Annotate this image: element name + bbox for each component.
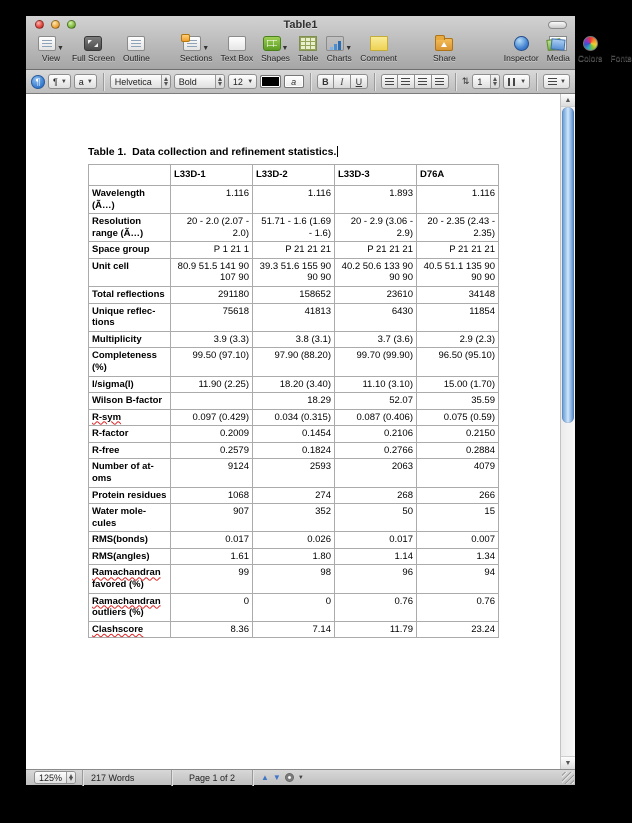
- row-label-text: Wavelength (Ã…): [92, 188, 145, 211]
- font-style-select[interactable]: [174, 74, 225, 89]
- font-style-value: Bold: [178, 76, 197, 87]
- table-cell[interactable]: 0.76: [335, 593, 417, 621]
- table-cell[interactable]: 1.34: [417, 548, 499, 565]
- misspelled-word: Clashscore: [92, 623, 144, 635]
- close-button[interactable]: [35, 20, 44, 29]
- highlight-mark: a: [291, 76, 297, 87]
- table-row: [89, 287, 499, 304]
- table-cell[interactable]: 3.8 (3.1): [253, 331, 335, 348]
- table-cell[interactable]: 99.70 (99.90): [335, 348, 417, 376]
- toolbar-button-fonts[interactable]: [610, 34, 631, 63]
- toolbar-button-share[interactable]: [433, 34, 456, 63]
- column-header[interactable]: L33D-3: [335, 165, 417, 186]
- table-cell[interactable]: [171, 393, 253, 410]
- line-spacing-stepper[interactable]: [472, 74, 500, 89]
- row-label-cell[interactable]: [89, 331, 171, 348]
- table-cell[interactable]: 0.76: [417, 593, 499, 621]
- toolbar: [26, 33, 632, 69]
- columns-icon: [508, 78, 517, 86]
- table-cell[interactable]: 15.00 (1.70): [417, 376, 499, 393]
- toolbar-button-label: Outline: [122, 53, 150, 63]
- row-label-text: outliers (%): [92, 607, 144, 619]
- table-cell[interactable]: 266: [417, 487, 499, 504]
- align-right-icon: [418, 78, 427, 85]
- table-cell[interactable]: 23610: [335, 287, 417, 304]
- align-left-button[interactable]: [381, 74, 398, 89]
- toolbar-button-label: View: [41, 53, 61, 63]
- table-cell[interactable]: 96.50 (95.10): [417, 348, 499, 376]
- fullscreen-icon: [84, 36, 102, 51]
- table-row: [89, 548, 499, 565]
- table-cell[interactable]: 40.2 50.6 133 90 90 90: [335, 258, 417, 286]
- font-size-select[interactable]: [228, 74, 257, 89]
- font-family-value: Helvetica: [114, 76, 152, 87]
- table-cell[interactable]: 20 - 2.9 (3.06 - 2.9): [335, 214, 417, 242]
- table-cell[interactable]: 11.79: [335, 621, 417, 638]
- table-row: [89, 393, 499, 410]
- table-cell[interactable]: 907: [171, 504, 253, 532]
- toolbar-button-label: Inspector: [503, 53, 539, 63]
- chevron-down-icon: ▼: [560, 78, 566, 85]
- paragraph-mark: ¶: [35, 76, 41, 87]
- align-left-icon: [385, 78, 394, 85]
- misspelled-word: R-sym: [92, 411, 122, 423]
- column-header[interactable]: D76A: [417, 165, 499, 186]
- table-cell[interactable]: 0.026: [253, 532, 335, 549]
- row-label-cell[interactable]: [89, 442, 171, 459]
- table-cell[interactable]: 41813: [253, 303, 335, 331]
- table-cell[interactable]: 39.3 51.6 155 90 90 90: [253, 258, 335, 286]
- toolbar-button-label: Table: [297, 53, 319, 63]
- table-cell[interactable]: 0.2884: [417, 442, 499, 459]
- column-header[interactable]: L33D-1: [171, 165, 253, 186]
- toolbar-button-label: Shapes: [261, 53, 290, 63]
- minimize-button[interactable]: [51, 20, 60, 29]
- table-cell[interactable]: 0.017: [171, 532, 253, 549]
- table-row: [89, 331, 499, 348]
- table-cell[interactable]: 94: [417, 565, 499, 593]
- table-cell[interactable]: 18.20 (3.40): [253, 376, 335, 393]
- row-label-cell[interactable]: [89, 487, 171, 504]
- table-cell[interactable]: 0.034 (0.315): [253, 409, 335, 426]
- row-label-text: Unit cell: [92, 260, 129, 272]
- align-center-button[interactable]: [398, 74, 415, 89]
- toolbar-button-comment[interactable]: [360, 34, 397, 63]
- table-cell[interactable]: 0: [253, 593, 335, 621]
- table-row: [89, 621, 499, 638]
- textbox-icon: [228, 36, 246, 51]
- table-caption-text[interactable]: Table 1. Data collection and refinement statistics.: [88, 146, 337, 158]
- toolbar-button-shapes[interactable]: [261, 34, 290, 63]
- row-label-text: favored (%): [92, 579, 144, 591]
- align-center-icon: [401, 78, 410, 85]
- table-cell[interactable]: 11854: [417, 303, 499, 331]
- toolbar-button-text-box[interactable]: [220, 34, 253, 63]
- row-label-text: Wilson B-factor: [92, 395, 163, 407]
- table-cell[interactable]: 0.017: [335, 532, 417, 549]
- toolbar-button-charts[interactable]: [326, 34, 352, 63]
- row-label-cell[interactable]: [89, 593, 171, 621]
- paragraph-style-dropdown[interactable]: [48, 74, 71, 89]
- table-cell[interactable]: 1.61: [171, 548, 253, 565]
- table-cell[interactable]: 268: [335, 487, 417, 504]
- table-cell[interactable]: 11.10 (3.10): [335, 376, 417, 393]
- colors-icon: [583, 36, 598, 51]
- table-cell[interactable]: 1.80: [253, 548, 335, 565]
- vertical-scrollbar[interactable]: [560, 94, 575, 769]
- chevron-down-icon: ▼: [60, 78, 67, 85]
- table-cell[interactable]: 158652: [253, 287, 335, 304]
- bold-button[interactable]: B: [317, 74, 334, 89]
- table-row: [89, 532, 499, 549]
- inspector-icon: [514, 36, 529, 51]
- toolbar-button-sections[interactable]: [180, 34, 213, 63]
- table-row: [89, 565, 499, 593]
- table-row: [89, 426, 499, 443]
- table-cell[interactable]: 1.116: [253, 186, 335, 214]
- list-style-dropdown[interactable]: [543, 74, 570, 89]
- table-row: [89, 409, 499, 426]
- align-right-button[interactable]: [415, 74, 432, 89]
- row-label-cell[interactable]: [89, 548, 171, 565]
- gear-icon: [285, 773, 294, 782]
- page-actions-menu[interactable]: [285, 773, 307, 782]
- toolbar-button-label: Charts: [326, 53, 352, 63]
- page[interactable]: [26, 94, 560, 769]
- header-row: [89, 165, 499, 186]
- table-cell[interactable]: 2.9 (2.3): [417, 331, 499, 348]
- misspelled-word: Ramachandran: [92, 595, 161, 607]
- traffic-lights: [35, 20, 76, 29]
- table-row: [89, 504, 499, 532]
- corner-header-cell[interactable]: [89, 165, 171, 186]
- table-row: [89, 186, 499, 214]
- table-cell[interactable]: 11.90 (2.25): [171, 376, 253, 393]
- table-cell[interactable]: 99: [171, 565, 253, 593]
- table-cell[interactable]: 23.24: [417, 621, 499, 638]
- row-label-cell[interactable]: [89, 287, 171, 304]
- toolbar-toggle-button[interactable]: [548, 21, 567, 29]
- share-icon: [435, 38, 453, 51]
- table-row: [89, 214, 499, 242]
- row-label-cell[interactable]: [89, 393, 171, 410]
- toolbar-button-outline[interactable]: [123, 34, 150, 63]
- zoom-button[interactable]: [67, 20, 76, 29]
- toolbar-button-media[interactable]: [547, 34, 570, 63]
- chevron-down-icon: ▼: [57, 45, 64, 52]
- row-label-cell[interactable]: [89, 376, 171, 393]
- window-title: Table1: [283, 18, 318, 31]
- previous-page-button[interactable]: ▲: [261, 772, 269, 782]
- paragraph-style-value: ¶: [53, 76, 58, 87]
- misspelled-word: Ramachandran: [92, 567, 161, 579]
- row-label-cell[interactable]: [89, 186, 171, 214]
- alignment-group: [381, 74, 449, 89]
- stepper-icon: [161, 75, 170, 88]
- row-label-text: R-free: [92, 444, 120, 456]
- italic-button[interactable]: I: [334, 74, 351, 89]
- table-cell[interactable]: 15: [417, 504, 499, 532]
- table-cell[interactable]: 98: [253, 565, 335, 593]
- zoom-level: 125%: [39, 772, 63, 783]
- columns-dropdown[interactable]: [503, 74, 530, 89]
- table-cell[interactable]: 0.1824: [253, 442, 335, 459]
- row-label-text: Unique reflections: [92, 305, 156, 329]
- divider: [536, 73, 537, 91]
- table-cell[interactable]: 2063: [335, 459, 417, 487]
- title-bar[interactable]: [26, 16, 575, 33]
- view-icon: [38, 36, 56, 51]
- table-cell[interactable]: 3.9 (3.3): [171, 331, 253, 348]
- toolbar-button-inspector[interactable]: [504, 34, 539, 63]
- table-row: [89, 593, 499, 621]
- toolbar-button-label: Sections: [179, 53, 213, 63]
- table-cell[interactable]: 96: [335, 565, 417, 593]
- text-cursor: [337, 146, 338, 157]
- table-cell[interactable]: 274: [253, 487, 335, 504]
- divider: [103, 73, 104, 91]
- row-label-text: I/sigma(I): [92, 378, 134, 390]
- table-cell[interactable]: 0.075 (0.59): [417, 409, 499, 426]
- toolbar-button-table[interactable]: [298, 34, 318, 63]
- list-icon: [548, 78, 557, 85]
- align-justify-button[interactable]: [432, 74, 449, 89]
- table-cell[interactable]: 4079: [417, 459, 499, 487]
- row-label-text: Resolution range (Ã…): [92, 216, 144, 239]
- toolbar-button-label: Text Box: [220, 53, 254, 63]
- font-family-select[interactable]: [110, 74, 171, 89]
- table-row: [89, 242, 499, 259]
- highlight-color-well[interactable]: [284, 75, 304, 88]
- app-window: [26, 16, 632, 785]
- row-label-cell[interactable]: [89, 348, 171, 376]
- row-label-text: Protein residues: [92, 489, 167, 501]
- table-cell[interactable]: P 21 21 21: [253, 242, 335, 259]
- row-label-cell[interactable]: [89, 621, 171, 638]
- zoom-control[interactable]: [34, 771, 76, 784]
- scroll-down-button[interactable]: ▼: [561, 756, 575, 769]
- toolbar-button-colors[interactable]: [578, 34, 603, 63]
- table-cell[interactable]: 50: [335, 504, 417, 532]
- row-label-cell[interactable]: [89, 504, 171, 532]
- table-row: [89, 303, 499, 331]
- comment-icon: [370, 36, 388, 51]
- line-spacing-icon: ⇅: [461, 76, 470, 86]
- shapes-icon: [263, 36, 281, 51]
- stepper-icon: [66, 772, 75, 783]
- line-spacing-value: 1: [477, 76, 483, 87]
- table-cell[interactable]: 3.7 (3.6): [335, 331, 417, 348]
- divider: [374, 73, 375, 91]
- row-label-cell[interactable]: [89, 303, 171, 331]
- sections-icon: [183, 36, 201, 51]
- align-justify-icon: [435, 78, 444, 85]
- toolbar-button-label: Media: [546, 53, 570, 63]
- chevron-down-icon: ▼: [281, 45, 289, 52]
- row-label-text: Total reflections: [92, 289, 165, 301]
- table-cell[interactable]: 97.90 (88.20): [253, 348, 335, 376]
- divider: [252, 770, 253, 786]
- row-label-text: Completeness (%): [92, 350, 157, 373]
- row-label-text: Multiplicity: [92, 333, 142, 345]
- table-cell[interactable]: 352: [253, 504, 335, 532]
- table-cell[interactable]: 51.71 - 1.6 (1.69 - 1.6): [253, 214, 335, 242]
- table-row: [89, 376, 499, 393]
- table-cell[interactable]: 0.2106: [335, 426, 417, 443]
- font-size-value: 12: [232, 76, 243, 87]
- row-label-cell[interactable]: [89, 532, 171, 549]
- page-indicator: Page 1 of 2: [188, 772, 236, 783]
- divider: [310, 73, 311, 91]
- table-cell[interactable]: 18.29: [253, 393, 335, 410]
- table-row: [89, 487, 499, 504]
- row-label-text: R-factor: [92, 428, 129, 440]
- stepper-icon: [215, 75, 224, 88]
- chevron-down-icon: ▼: [345, 45, 353, 52]
- table-cell[interactable]: 1.893: [335, 186, 417, 214]
- character-style-value: a: [78, 76, 84, 87]
- table-cell[interactable]: 52.07: [335, 393, 417, 410]
- table-cell[interactable]: 0.2579: [171, 442, 253, 459]
- outline-icon: [127, 36, 145, 51]
- table-cell[interactable]: 99.50 (97.10): [171, 348, 253, 376]
- stepper-icon: [490, 75, 499, 88]
- chevron-down-icon: ▼: [247, 78, 254, 85]
- table-cell[interactable]: 80.9 51.5 141 90 107 90: [171, 258, 253, 286]
- table-cell[interactable]: 0.097 (0.429): [171, 409, 253, 426]
- table-cell[interactable]: 8.36: [171, 621, 253, 638]
- table-cell[interactable]: P 1 21 1: [171, 242, 253, 259]
- table-cell[interactable]: 6430: [335, 303, 417, 331]
- underline-button[interactable]: U: [351, 74, 368, 89]
- chevron-down-icon: ▼: [86, 78, 93, 85]
- chevron-down-icon: ▼: [202, 45, 210, 52]
- table-cell[interactable]: 0.1454: [253, 426, 335, 443]
- row-label-cell[interactable]: [89, 242, 171, 259]
- character-style-dropdown[interactable]: [74, 74, 97, 89]
- media-icon: [549, 36, 567, 51]
- row-label-cell[interactable]: [89, 214, 171, 242]
- table-caption[interactable]: [88, 146, 560, 158]
- table-row: [89, 459, 499, 487]
- row-label-text: RMS(bonds): [92, 534, 148, 546]
- toolbar-button-view[interactable]: [38, 34, 64, 63]
- table-cell[interactable]: 75618: [171, 303, 253, 331]
- window-resize-grip[interactable]: [562, 772, 574, 784]
- row-label-cell[interactable]: [89, 409, 171, 426]
- row-label-text: Number of atoms: [92, 461, 154, 484]
- toolbar-button-label: Share: [433, 53, 456, 63]
- table-cell[interactable]: 1.14: [335, 548, 417, 565]
- row-label-text: RMS(angles): [92, 550, 150, 562]
- toolbar-button-label: Comment: [360, 53, 398, 63]
- row-label-cell[interactable]: [89, 459, 171, 487]
- table-cell[interactable]: 35.59: [417, 393, 499, 410]
- scroll-up-button[interactable]: ▲: [561, 94, 575, 107]
- chevron-down-icon: ▼: [297, 774, 304, 781]
- table-cell[interactable]: 1.116: [171, 186, 253, 214]
- table-cell[interactable]: P 21 21 21: [417, 242, 499, 259]
- table-cell[interactable]: 2593: [253, 459, 335, 487]
- next-page-button[interactable]: ▼: [272, 772, 281, 782]
- status-bar: [26, 769, 575, 785]
- table-cell[interactable]: 0.2009: [171, 426, 253, 443]
- document-area: [26, 94, 575, 769]
- table-cell[interactable]: 0.2766: [335, 442, 417, 459]
- toolbar-button-label: Fonts: [610, 53, 632, 63]
- table-cell[interactable]: 9124: [171, 459, 253, 487]
- row-label-cell[interactable]: [89, 426, 171, 443]
- row-label-text: Water molecules: [92, 506, 147, 529]
- row-label-text: Space group: [92, 244, 150, 256]
- scrollbar-thumb[interactable]: [562, 107, 574, 423]
- table-cell[interactable]: 0: [171, 593, 253, 621]
- row-label-cell[interactable]: [89, 565, 171, 593]
- text-style-group: [317, 74, 368, 89]
- table-cell[interactable]: 291180: [171, 287, 253, 304]
- toolbar-button-label: Full Screen: [71, 53, 115, 63]
- chevron-down-icon: ▼: [520, 78, 527, 85]
- table-cell[interactable]: 0.2150: [417, 426, 499, 443]
- table-cell[interactable]: 1068: [171, 487, 253, 504]
- divider: [455, 73, 456, 91]
- page-navigation: [261, 773, 307, 782]
- toolbar-button-label: Colors: [577, 53, 603, 63]
- table-cell[interactable]: 20 - 2.0 (2.07 - 2.0): [171, 214, 253, 242]
- table-row: [89, 258, 499, 286]
- table-cell[interactable]: 0.087 (0.406): [335, 409, 417, 426]
- row-label-cell[interactable]: [89, 258, 171, 286]
- window-chrome: [26, 16, 632, 70]
- toolbar-button-full-screen[interactable]: [72, 34, 115, 63]
- table-cell[interactable]: 0.007: [417, 532, 499, 549]
- table-row: [89, 442, 499, 459]
- table-cell[interactable]: 40.5 51.1 135 90 90 90: [417, 258, 499, 286]
- table-icon: [299, 36, 317, 51]
- column-header[interactable]: L33D-2: [253, 165, 335, 186]
- fonts-icon: [612, 36, 630, 51]
- word-count: 217 Words: [91, 772, 135, 783]
- table-cell[interactable]: P 21 21 21: [335, 242, 417, 259]
- charts-icon: [326, 36, 344, 51]
- table-cell[interactable]: 20 - 2.35 (2.43 - 2.35): [417, 214, 499, 242]
- format-bar: [26, 70, 575, 94]
- text-color-well[interactable]: [260, 75, 280, 88]
- stats-table[interactable]: [88, 164, 499, 638]
- paragraph-styles-drawer-button[interactable]: [31, 75, 45, 89]
- table-cell[interactable]: 34148: [417, 287, 499, 304]
- table-row: [89, 348, 499, 376]
- table-cell[interactable]: 7.14: [253, 621, 335, 638]
- table-cell[interactable]: 1.116: [417, 186, 499, 214]
